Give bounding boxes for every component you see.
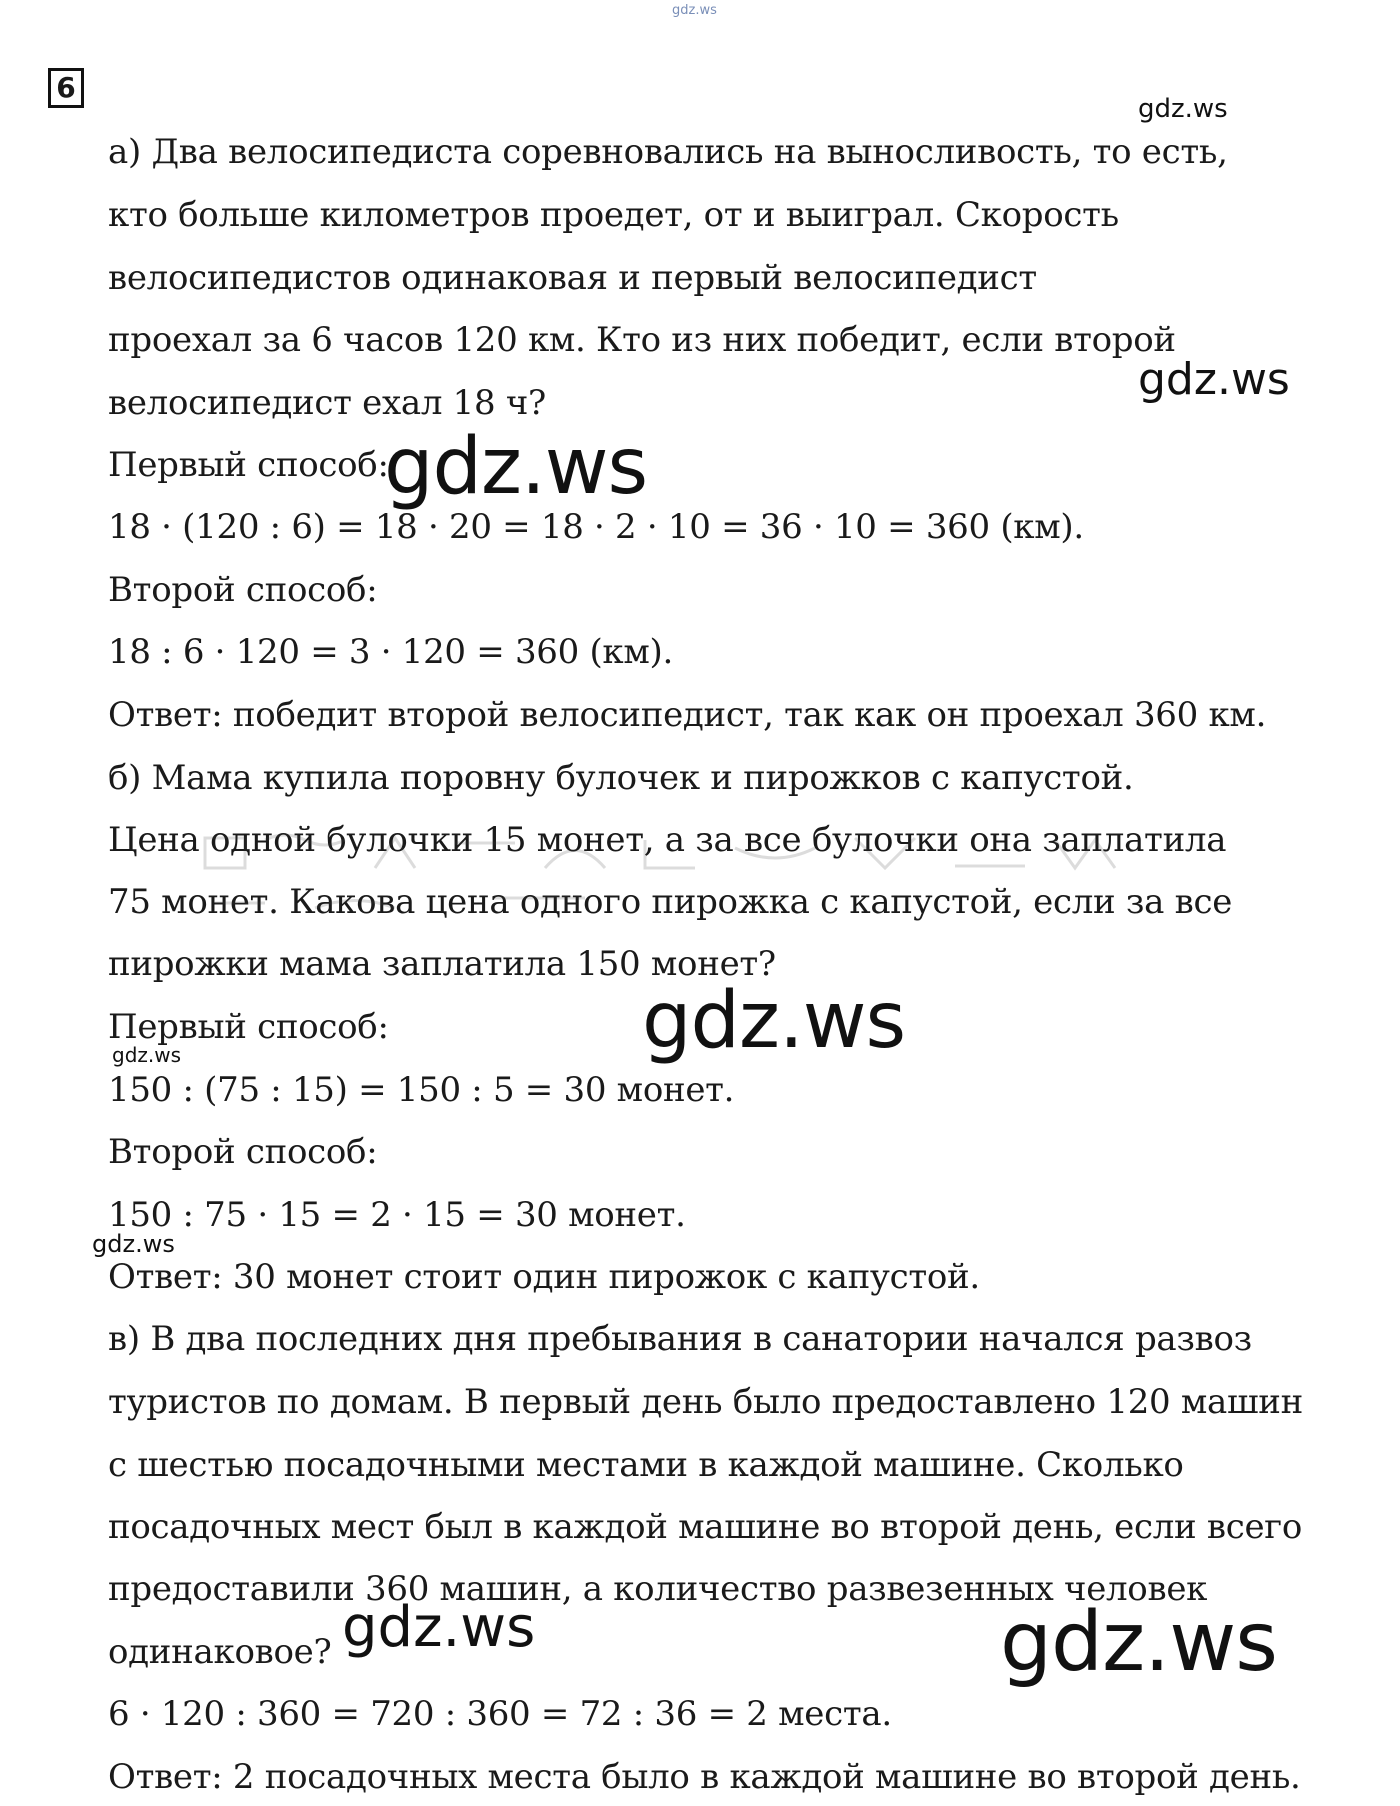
text-line: туристов по домам. В первый день было предоставлено 120 машин bbox=[108, 1382, 1304, 1422]
text-line: 6 · 120 : 360 = 720 : 360 = 72 : 36 = 2 места. bbox=[108, 1694, 892, 1734]
text-line: 18 · (120 : 6) = 18 · 20 = 18 · 2 · 10 = 36 · 10 = 360 (км). bbox=[108, 507, 1084, 547]
text-line: 150 : (75 : 15) = 150 : 5 = 30 монет. bbox=[108, 1070, 735, 1110]
text-line: с шестью посадочными местами в каждой машине. Сколько bbox=[108, 1445, 1184, 1485]
watermark-top: gdz.ws bbox=[672, 3, 717, 18]
watermark-medium: gdz.ws bbox=[342, 1595, 536, 1660]
watermark-small: gdz.ws bbox=[1138, 94, 1228, 124]
text-line: 18 : 6 · 120 = 3 · 120 = 360 (км). bbox=[108, 632, 673, 672]
watermark-large: gdz.ws bbox=[384, 422, 648, 512]
watermark-tiny: gdz.ws bbox=[92, 1230, 175, 1258]
watermark-large: gdz.ws bbox=[642, 976, 906, 1066]
text-line: Ответ: победит второй велосипедист, так как он проехал 360 км. bbox=[108, 695, 1267, 735]
text-line: предоставили 360 машин, а количество развезенных человек bbox=[108, 1569, 1208, 1609]
text-line: Цена одной булочки 15 монет, а за все булочки она заплатила bbox=[108, 820, 1227, 860]
text-line: Первый способ: bbox=[108, 1007, 389, 1047]
text-line: Второй способ: bbox=[108, 1132, 378, 1172]
text-line: одинаковое? bbox=[108, 1632, 332, 1672]
text-line: Второй способ: bbox=[108, 570, 378, 610]
watermark-tiny: gdz.ws bbox=[112, 1043, 182, 1067]
text-line: Первый способ: bbox=[108, 445, 389, 485]
watermark-large: gdz.ws bbox=[1000, 1595, 1277, 1690]
text-line: в) В два последних дня пребывания в санатории начался развоз bbox=[108, 1319, 1252, 1359]
text-line: 75 монет. Какова цена одного пирожка с капустой, если за все bbox=[108, 882, 1233, 922]
text-line: пирожки мама заплатила 150 монет? bbox=[108, 944, 776, 984]
text-line: посадочных мест был в каждой машине во второй день, если всего bbox=[108, 1507, 1302, 1547]
text-line: а) Два велосипедиста соревновались на выносливость, то есть, bbox=[108, 132, 1228, 172]
text-line: велосипедистов одинаковая и первый велосипедист bbox=[108, 258, 1037, 298]
text-line: б) Мама купила поровну булочек и пирожков с капустой. bbox=[108, 758, 1134, 798]
task-number-box: 6 bbox=[48, 68, 84, 108]
text-line: 150 : 75 · 15 = 2 · 15 = 30 монет. bbox=[108, 1195, 686, 1235]
text-line: кто больше километров проедет, от и выиграл. Скорость bbox=[108, 195, 1119, 235]
ghost-overprint bbox=[195, 828, 1195, 938]
text-line: Ответ: 2 посадочных места было в каждой машине во второй день. bbox=[108, 1757, 1301, 1797]
watermark-medium: gdz.ws bbox=[1138, 354, 1290, 405]
text-line: проехал за 6 часов 120 км. Кто из них победит, если второй bbox=[108, 320, 1176, 360]
text-line: Ответ: 30 монет стоит один пирожок с капустой. bbox=[108, 1257, 980, 1297]
text-line: велосипедист ехал 18 ч? bbox=[108, 383, 546, 423]
